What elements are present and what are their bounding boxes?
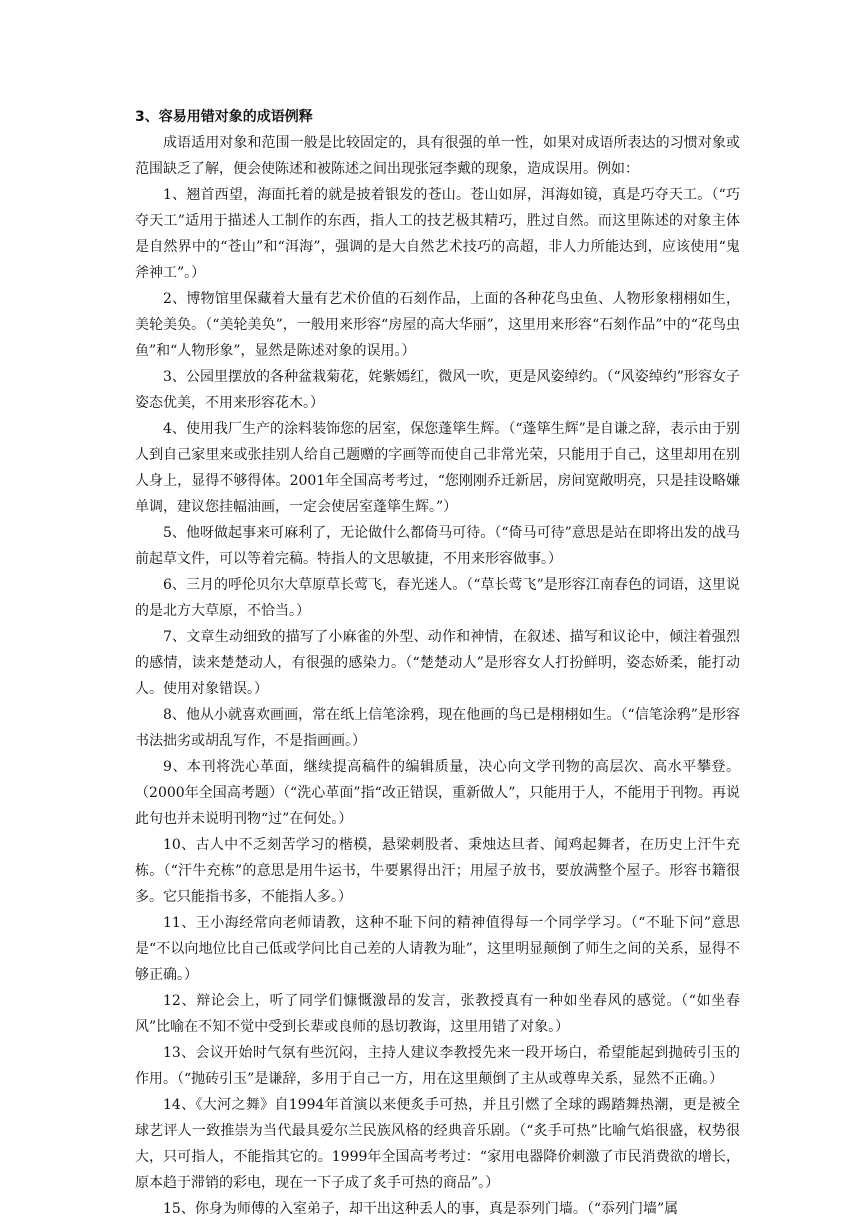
example-paragraph-11: 11、王小海经常向老师请教，这种不耻下问的精神值得每一个同学学习。（“不耻下问”意思是“不以向地位比自己低或学问比自己差的人请教为耻”，这里明显颠倒了师生之间的关系，显得不够正确。） xyxy=(135,915,740,983)
example-paragraph-13: 13、会议开始时气氛有些沉闷，主持人建议李教授先来一段开场白，希望能起到抛砖引玉的作用。（“抛砖引玉”是谦辞，多用于自己一方，用在这里颠倒了主从或尊卑关系，显然不正确。） xyxy=(135,1045,740,1087)
example-paragraph-6: 6、三月的呼伦贝尔大草原草长莺飞，春光迷人。（“草长莺飞”是形容江南春色的词语，这里说的是北方大草原，不恰当。） xyxy=(135,577,740,619)
document-page xyxy=(135,104,740,1222)
example-paragraph-10: 10、古人中不乏刻苦学习的楷模，悬梁刺股者、秉烛达旦者、闻鸡起舞者，在历史上汗牛充栋。（“汗牛充栋”的意思是用牛运书，牛要累得出汗；用屋子放书，要放满整个屋子。形容书籍很多。它只能指书多，不能指人多。） xyxy=(135,837,740,905)
example-paragraph-5: 5、他呀做起事来可麻利了，无论做什么都倚马可待。（“倚马可待”意思是站在即将出发的战马前起草文件，可以等着完稿。特指人的文思敏捷，不用来形容做事。） xyxy=(135,525,740,567)
example-paragraph-7: 7、文章生动细致的描写了小麻雀的外型、动作和神情，在叙述、描写和议论中，倾注着强烈的感情，读来楚楚动人，有很强的感染力。（“楚楚动人”是形容女人打扮鲜明，姿态娇柔，能打动人。使用对象错误。） xyxy=(135,629,740,697)
example-paragraph-9: 9、本刊将洗心革面，继续提高稿件的编辑质量，决心向文学刊物的高层次、高水平攀登。（2000年全国高考题）（“洗心革面”指“改正错误，重新做人”，只能用于人，不能用于刊物。再说此句也并未说明刊物“过”在何处。） xyxy=(135,759,740,827)
example-paragraph-2: 2、博物馆里保藏着大量有艺术价值的石刻作品，上面的各种花鸟虫鱼、人物形象栩栩如生，美轮美奂。（“美轮美奂”，一般用来形容“房屋的高大华丽”，这里用来形容“石刻作品”中的“花鸟虫鱼”和“人物形象”，显然是陈述对象的误用。） xyxy=(135,291,740,359)
example-paragraph-14: 14、《大河之舞》自1994年首演以来便炙手可热，并且引燃了全球的踢踏舞热潮，更是被全球艺评人一致推崇为当代最具爱尔兰民族风格的经典音乐剧。（“炙手可热”比喻气焰很盛，权势很大，只可指人，不能指其它的。1999年全国高考考过：“家用电器降价刺激了市民消费欲的增长，原本趋于滞销的彩电，现在一下子成了炙手可热的商品”。） xyxy=(135,1097,740,1191)
example-paragraph-3: 3、公园里摆放的各种盆栽菊花，姹紫嫣红，微风一吹，更是风姿绰约。（“风姿绰约”形容女子姿态优美，不用来形容花木。） xyxy=(135,369,740,411)
example-paragraph-8: 8、他从小就喜欢画画，常在纸上信笔涂鸦，现在他画的鸟已是栩栩如生。（“信笔涂鸦”是形容书法拙劣或胡乱写作，不是指画画。） xyxy=(135,707,740,749)
example-paragraph-12: 12、辩论会上，听了同学们慷慨激昂的发言，张教授真有一种如坐春风的感觉。（“如坐春风”比喻在不知不觉中受到长辈或良师的恳切教诲，这里用错了对象。） xyxy=(135,993,740,1035)
example-paragraph-15: 15、你身为师傅的入室弟子，却干出这种丢人的事，真是忝列门墙。（“忝列门墙”属 xyxy=(163,1201,679,1217)
example-paragraph-1: 1、翘首西望，海面托着的就是披着银发的苍山。苍山如屏，洱海如镜，真是巧夺天工。（“巧夺天工”适用于描述人工制作的东西，指人工的技艺极其精巧，胜过自然。而这里陈述的对象主体是自然界中的“苍山”和“洱海”，强调的是大自然艺术技巧的高超，非人力所能达到，应该使用“鬼斧神工”。） xyxy=(135,187,740,281)
example-paragraph-4: 4、使用我厂生产的涂料装饰您的居室，保您蓬筚生辉。（“蓬筚生辉”是自谦之辞，表示由于别人到自己家里来或张挂别人给自己题赠的字画等而使自己非常光荣，只能用于自己，这里却用在别人身上，显得不够得体。2001年全国高考考过，“您刚刚乔迁新居，房间宽敞明亮，只是挂设略嫌单调，建议您挂幅油画，一定会使居室蓬筚生辉。”） xyxy=(135,421,740,515)
section-heading: 3、容易用错对象的成语例释 xyxy=(135,109,313,125)
intro-paragraph: 成语适用对象和范围一般是比较固定的，具有很强的单一性，如果对成语所表达的习惯对象或范围缺乏了解，便会使陈述和被陈述之间出现张冠李戴的现象，造成误用。例如： xyxy=(135,135,740,177)
